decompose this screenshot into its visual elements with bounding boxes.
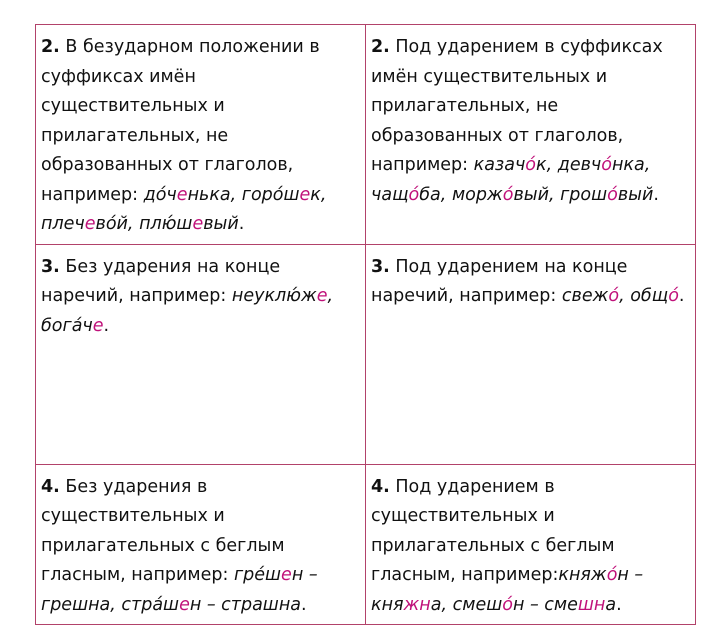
highlighted-letter: е xyxy=(84,214,96,234)
rule-tail: . xyxy=(616,594,622,615)
example-word xyxy=(630,286,679,306)
example-word-part: плеч xyxy=(41,214,85,234)
rule-tail: . xyxy=(301,594,307,615)
rule-text: В безударном положении в суффиксах имён существительных и прилагательных, не образованных от глаголов, например: xyxy=(41,37,320,205)
rule-cell xyxy=(36,464,366,625)
example-word-part: к xyxy=(536,155,547,175)
highlighted-letter: шн xyxy=(577,594,606,615)
highlighted-letter: ó xyxy=(668,286,679,306)
example-word-part: казач xyxy=(473,155,526,175)
example-word-part: ба xyxy=(419,184,441,205)
example-word-part: общ xyxy=(630,286,669,306)
rule-number: 2. xyxy=(371,37,390,57)
examples xyxy=(562,286,679,306)
rule-text: Без ударения на конце наречий, например: xyxy=(41,256,281,306)
highlighted-letter: ó xyxy=(601,155,612,175)
example-separator: , xyxy=(548,184,561,205)
highlighted-letter: ó xyxy=(608,286,620,306)
highlighted-letter: е xyxy=(92,315,104,336)
rule-tail: . xyxy=(653,184,659,205)
example-word xyxy=(242,185,321,205)
example-word-part: смеш xyxy=(452,594,503,615)
example-word-part: нька xyxy=(187,184,231,205)
example-word-part: грéш xyxy=(233,565,282,585)
rule-tail: . xyxy=(103,315,110,336)
example-word-part: дóч xyxy=(143,184,177,205)
example-word-part: богáч xyxy=(41,315,93,336)
highlighted-letter: ó xyxy=(606,565,618,585)
example-separator: , xyxy=(644,155,651,175)
example-word xyxy=(232,286,328,306)
example-word-part: вый xyxy=(513,184,549,205)
highlighted-letter: е xyxy=(281,565,292,585)
rule-tail: . xyxy=(678,286,685,306)
highlighted-letter: ó xyxy=(408,184,420,205)
highlighted-letter: е xyxy=(179,594,190,615)
example-separator: , xyxy=(440,184,452,205)
highlighted-letter: е xyxy=(176,184,188,205)
example-word-part: нка xyxy=(611,155,645,175)
example-word-part: вый xyxy=(617,184,654,205)
example-word-part: н – грешна xyxy=(41,565,318,615)
example-separator: , xyxy=(327,286,334,306)
example-separator: , xyxy=(441,594,453,615)
example-word-part: плю́ш xyxy=(139,214,193,234)
table-row xyxy=(36,464,696,625)
example-word xyxy=(474,155,547,175)
table-row xyxy=(36,244,696,464)
example-word-part: к xyxy=(310,184,321,205)
example-word-part: чащ xyxy=(371,184,409,205)
example-word xyxy=(404,595,442,615)
example-word-part: горóш xyxy=(241,184,300,205)
rule-text: Под ударением в суффиксах имён существительных и прилагательных, не образованных от глаголов, например: xyxy=(371,37,663,175)
example-word-part: н – страшна xyxy=(189,594,301,615)
rule-text: Под ударением в существительных и прилагательных с беглым гласным, например: xyxy=(371,476,615,585)
rule-number: 2. xyxy=(41,37,60,57)
example-separator: , xyxy=(320,184,327,205)
highlighted-letter: жн xyxy=(403,594,431,615)
highlighted-letter: е xyxy=(192,214,204,234)
example-word xyxy=(560,185,653,205)
example-word xyxy=(139,214,239,234)
example-word-part: девч xyxy=(557,155,602,175)
rule-number: 4. xyxy=(371,476,390,497)
rule-text: Под ударением на конце наречий, например: xyxy=(371,256,628,306)
example-word xyxy=(41,214,128,234)
rule-cell xyxy=(366,464,696,625)
example-word xyxy=(144,185,231,205)
rule-number: 3. xyxy=(371,256,390,277)
rule-cell xyxy=(366,25,696,245)
example-separator: , xyxy=(619,286,631,306)
example-word xyxy=(558,155,645,175)
example-word-part: грош xyxy=(560,184,608,205)
example-word-part: а xyxy=(605,594,617,615)
highlighted-letter: е xyxy=(316,286,328,306)
table-row xyxy=(36,25,696,245)
example-word xyxy=(41,316,104,336)
rule-text: Без ударения в существительных и прилагательных с беглым гласным, например: xyxy=(41,476,285,585)
example-word-part: княж xyxy=(558,565,607,585)
example-word xyxy=(452,185,549,205)
highlighted-letter: ó xyxy=(502,184,514,205)
example-word-part: вóй xyxy=(95,214,128,234)
rule-number: 4. xyxy=(41,476,60,497)
example-word-part: неуклю́ж xyxy=(231,286,317,306)
example-word-part: морж xyxy=(451,184,503,205)
example-word xyxy=(562,286,619,306)
example-word xyxy=(578,595,616,615)
highlighted-letter: ó xyxy=(502,594,513,615)
highlighted-letter: ó xyxy=(607,184,618,205)
highlighted-letter: е xyxy=(299,184,311,205)
example-word-part: свеж xyxy=(561,286,609,306)
example-word xyxy=(453,595,578,615)
highlighted-letter: ó xyxy=(525,155,537,175)
example-word-part: н – сме xyxy=(512,594,578,615)
example-word-part: вый xyxy=(203,214,239,234)
example-separator: , xyxy=(110,594,122,615)
rule-cell xyxy=(36,25,366,245)
example-word-part: стрáш xyxy=(121,594,180,615)
example-separator: , xyxy=(230,184,242,205)
example-separator: , xyxy=(546,155,558,175)
example-separator: , xyxy=(127,214,140,234)
example-word-part: н – кня xyxy=(371,565,644,615)
rule-cell xyxy=(366,244,696,464)
rule-number: 3. xyxy=(41,256,60,277)
rule-tail: . xyxy=(238,214,245,234)
example-word xyxy=(371,185,441,205)
example-word-part: а xyxy=(430,594,442,615)
rule-cell xyxy=(36,244,366,464)
example-word xyxy=(121,595,301,615)
rules-table xyxy=(35,24,696,625)
